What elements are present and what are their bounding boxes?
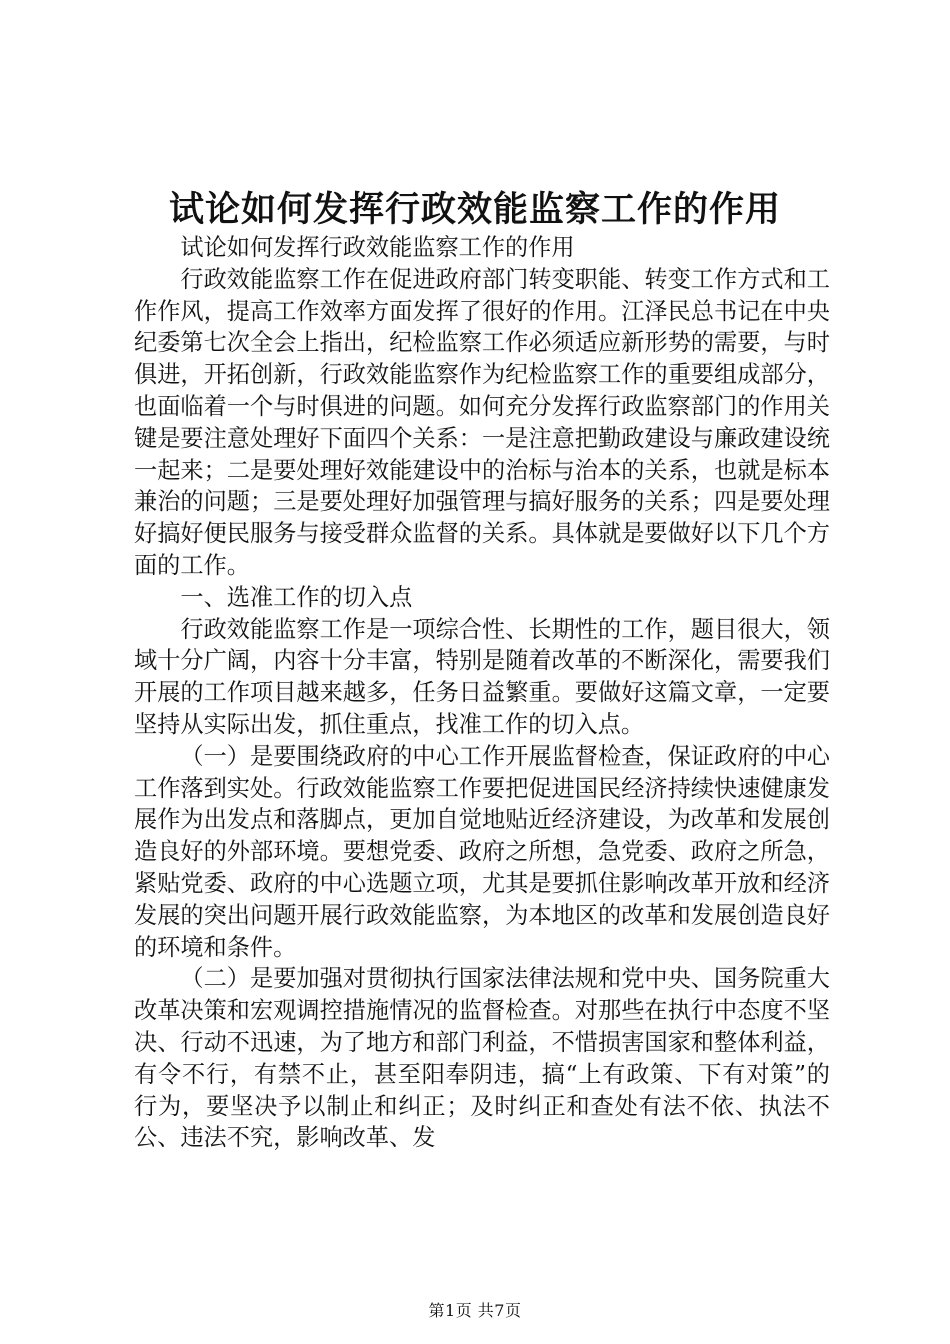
document-title: 试论如何发挥行政效能监察工作的作用 bbox=[168, 189, 781, 230]
section-heading-1: 一、选准工作的切入点 bbox=[180, 583, 413, 611]
paragraph-section-1: 行政效能监察工作是一项综合性、长期性的工作，题目很大，领域十分广阔，内容十分丰富，特别是随着改革的不断深化，需要我们开展的工作项目越来越多，任务日益繁重。要做好这篇文章，一定要坚持从实际出发，抓住重点，找准工作的切入点。 bbox=[134, 615, 830, 738]
document-body bbox=[134, 232, 830, 1154]
page-footer: 第1页 共7页 bbox=[428, 1301, 522, 1320]
paragraph-item-1: （一）是要围绕政府的中心工作开展监督检查，保证政府的中心工作落到实处。行政效能监察工作要把促进国民经济持续快速健康发展作为出发点和落脚点，更加自觉地贴近经济建设，为改革和发展创造良好的外部环境。要想党委、政府之所想，急党委、政府之所急，紧贴党委、政府的中心选题立项，尤其是要抓住影响改革开放和经济发展的突出问题开展行政效能监察，为本地区的改革和发展创造良好的环境和条件。 bbox=[134, 742, 830, 961]
paragraph-subtitle: 试论如何发挥行政效能监察工作的作用 bbox=[180, 234, 575, 261]
paragraph-intro: 行政效能监察工作在促进政府部门转变职能、转变工作方式和工作作风，提高工作效率方面发挥了很好的作用。江泽民总书记在中央纪委第七次全会上指出，纪检监察工作必须适应新形势的需要，与时俱进，开拓创新，行政效能监察作为纪检监察工作的重要组成部分，也面临着一个与时俱进的问题。如何充分发挥行政监察部门的作用关键是要注意处理好下面四个关系：一是注意把勤政建设与廉政建设统一起来；二是要处理好效能建设中的治标与治本的关系，也就是标本兼治的问题；三是要处理好加强管理与搞好服务的关系；四是要处理好搞好便民服务与接受群众监督的关系。具体就是要做好以下几个方面的工作。 bbox=[134, 265, 830, 579]
paragraph-item-2: （二）是要加强对贯彻执行国家法律法规和党中央、国务院重大改革决策和宏观调控措施情况的监督检查。对那些在执行中态度不坚决、行动不迅速，为了地方和部门利益，不惜损害国家和整体利益，有令不行，有禁不止，甚至阳奉阴违，搞“上有政策、下有对策”的行为，要坚决予以制止和纠正；及时纠正和查处有法不依、执法不公、违法不究，影响改革、发 bbox=[134, 965, 830, 1152]
